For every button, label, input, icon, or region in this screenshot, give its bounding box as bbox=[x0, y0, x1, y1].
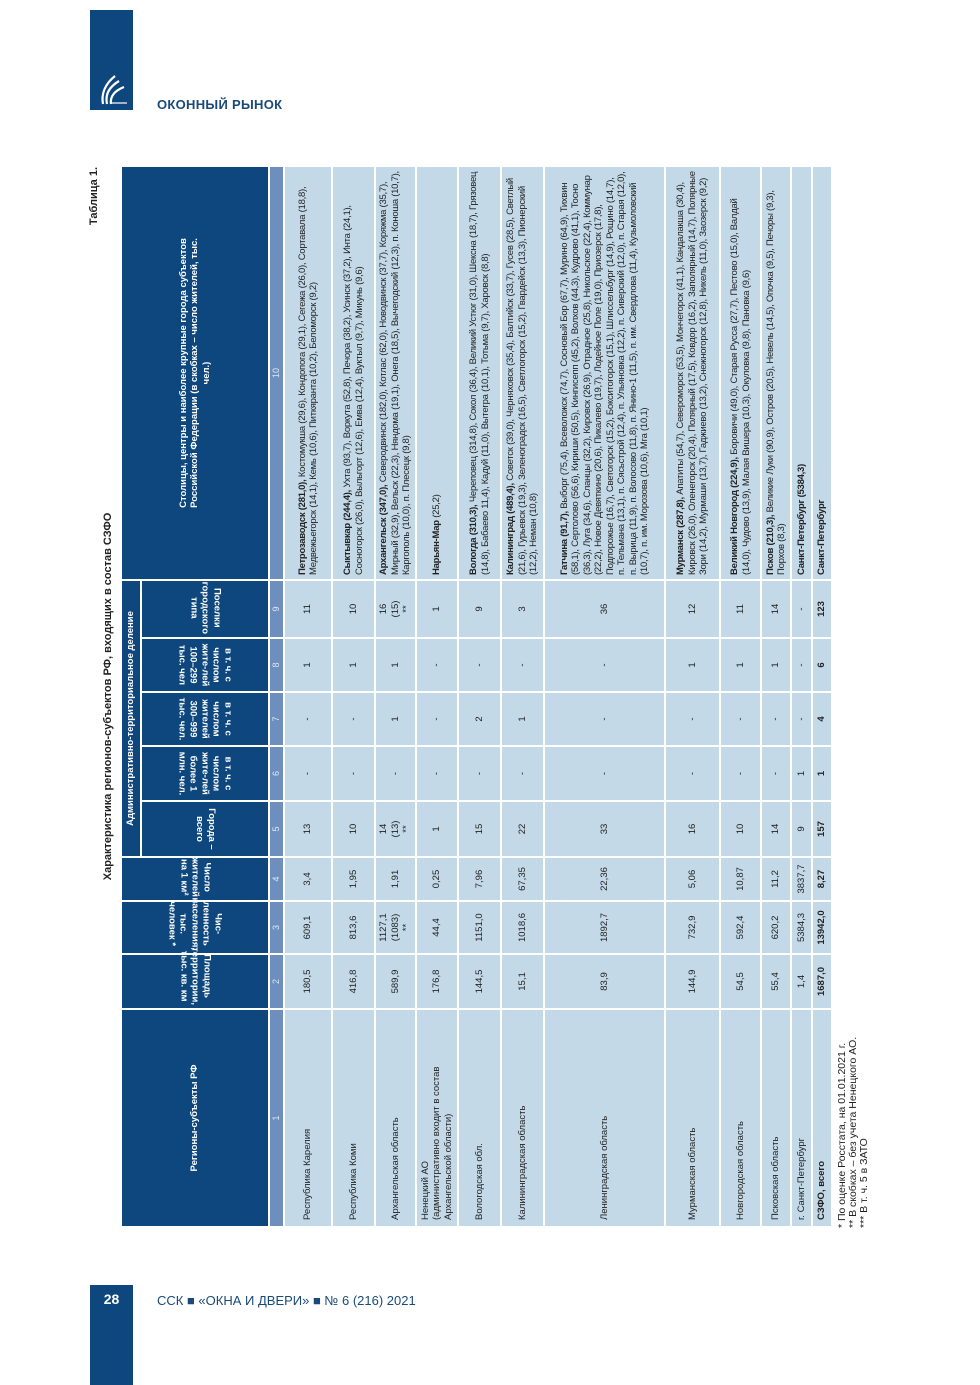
other-cities: Великие Луки (90,9), Остров (20,5), Невель (14,5), Опочка (9,5), Печоры (9,3), Порхов (8,3) bbox=[764, 190, 787, 575]
other-cities: Советск (39,0), Черняховск (35,4), Балтийск (33,7), Гусев (28,5), Светлый (21,6), Гурьевск (19,3), Зеленоградск (16,5), Светлогорск (15,2), Гвардейск (13,3), Пионерский (12,2), Неман (10,8) bbox=[505, 178, 540, 575]
value-cell: 11 bbox=[720, 580, 761, 638]
region-name: Республика Карелия bbox=[284, 1009, 332, 1227]
value-cell: 3 bbox=[501, 580, 544, 638]
table-row bbox=[458, 166, 501, 1227]
value-cell: - bbox=[332, 746, 375, 801]
value-cell: 22,36 bbox=[544, 857, 665, 901]
value-cell: 36 bbox=[544, 580, 665, 638]
value-cell: 2 bbox=[458, 692, 501, 746]
value-cell: 1687,0 bbox=[812, 954, 832, 1009]
column-number: 8 bbox=[269, 638, 284, 692]
section-title: ОКОННЫЙ РЫНОК bbox=[157, 97, 283, 112]
value-cell: 1 bbox=[501, 692, 544, 746]
value-cell: 11 bbox=[284, 580, 332, 638]
footnote: * По оценке Росстата, на 01.01.2021 г. bbox=[836, 1042, 848, 1228]
value-cell: 180,5 bbox=[284, 954, 332, 1009]
regions-table bbox=[120, 165, 833, 1228]
value-cell: 9 bbox=[458, 580, 501, 638]
header-cities-300k: в т. ч. с числом жителей 300–999 тыс. чел. bbox=[141, 692, 269, 746]
value-cell: - bbox=[544, 692, 665, 746]
value-cell: - bbox=[791, 580, 812, 638]
column-number: 10 bbox=[269, 166, 284, 580]
value-cell: 1 bbox=[791, 746, 812, 801]
other-cities: Ухта (93,7), Воркута (52,8), Печора (38,2), Усинск (37,2), Инта (24,1), Сосногорск (26,0), Выльгорт (12,6), Емва (12,4), Вуктыл (9,7), Микунь (9,6) bbox=[342, 205, 365, 575]
value-cell: 416,8 bbox=[332, 954, 375, 1009]
value-cell: 732,9 bbox=[665, 901, 720, 954]
region-name: Вологодская обл. bbox=[458, 1009, 501, 1227]
table-row bbox=[791, 166, 812, 1227]
value-cell: - bbox=[284, 692, 332, 746]
value-cell: 609,1 bbox=[284, 901, 332, 954]
value-cell: 12 bbox=[665, 580, 720, 638]
value-cell: 16 (15) ** bbox=[375, 580, 416, 638]
value-cell: - bbox=[720, 692, 761, 746]
value-cell: 589,9 bbox=[375, 954, 416, 1009]
other-cities: (25,2) bbox=[431, 494, 443, 521]
capital-city: Санкт-Петербург (5384,3) bbox=[795, 464, 807, 575]
value-cell: 1 bbox=[416, 801, 458, 857]
table-row bbox=[501, 166, 544, 1227]
table-number: Таблица 1. bbox=[88, 167, 100, 226]
cities-cell bbox=[544, 166, 665, 580]
cities-cell bbox=[284, 166, 332, 580]
value-cell: 5384,3 bbox=[791, 901, 812, 954]
value-cell: 1 bbox=[416, 580, 458, 638]
value-cell: 813,6 bbox=[332, 901, 375, 954]
cities-cell bbox=[761, 166, 791, 580]
capital-city: Сыктывкар (244,4), bbox=[342, 489, 353, 575]
table-caption: Характеристика регионов-субъектов РФ, входящих в состав СЗФО bbox=[102, 512, 114, 881]
value-cell: 1 bbox=[375, 692, 416, 746]
header-area: Площадь территории, тыс. кв. км bbox=[121, 954, 269, 1009]
value-cell: 54,5 bbox=[720, 954, 761, 1009]
value-cell: - bbox=[416, 746, 458, 801]
header-cities-100k: в т. ч. с числом жите-лей 100–299 тыс. чел bbox=[141, 638, 269, 692]
value-cell: 8,27 bbox=[812, 857, 832, 901]
value-cell: 55,4 bbox=[761, 954, 791, 1009]
table-row bbox=[544, 166, 665, 1227]
column-number: 2 bbox=[269, 954, 284, 1009]
magazine-logo-icon bbox=[97, 68, 129, 106]
value-cell: - bbox=[501, 638, 544, 692]
value-cell: 3837,7 bbox=[791, 857, 812, 901]
value-cell: 10 bbox=[332, 801, 375, 857]
header-cities-total: Города – всего bbox=[141, 801, 269, 857]
cities-cell bbox=[458, 166, 501, 580]
cities-cell bbox=[332, 166, 375, 580]
value-cell: - bbox=[501, 746, 544, 801]
value-cell: - bbox=[332, 692, 375, 746]
other-cities: Выборг (75,4), Всеволожск (74,7), Сосновый Бор (67,7), Мурино (64,9), Тихвин (58,1), Сертолово (56,6), Кириши (50,5), Кингисепп (45,2), Волхов (44,3), Кудрово (41,1), Тосно (36,3), Луга (34,6), Сланцы (32,2), Кировск (26,9), Отрадное (25,8), Никольское (22,4), Коммунар (22,2), Новое Девяткино (20,6), Пикалево (19,7), Лодейное Поле (19,0), Приозерск (17,8), Подпорожье (16,7), Светогорск (15,2), Бокситогорск (15,1), Шлиссельбург (14,9), Рощино (14,7), п. Тельмана (13,1), п. Сясьстрой (12,4), п. Ульяновка (12,2), п. Сиверский (12,0), п. Старая (12,0), п. Вырица (11,9), п. Волосово (11,8), п. Янино-1 (11,5), п. им. Свердлова (11,4), Кузьмоловский (10,7), п. им. Морозова (10,6), Мга (10,1) bbox=[558, 171, 650, 575]
region-name: Республика Коми bbox=[332, 1009, 375, 1227]
value-cell: 1 bbox=[720, 638, 761, 692]
cities-cell bbox=[720, 166, 761, 580]
value-cell: - bbox=[416, 692, 458, 746]
footnote: *** В т. ч. 5 в ЗАТО bbox=[858, 1138, 870, 1228]
value-cell: - bbox=[791, 638, 812, 692]
value-cell: 144,9 bbox=[665, 954, 720, 1009]
value-cell: 1,95 bbox=[332, 857, 375, 901]
value-cell: - bbox=[665, 692, 720, 746]
value-cell: 67,35 bbox=[501, 857, 544, 901]
value-cell: 6 bbox=[812, 638, 832, 692]
cities-cell bbox=[416, 166, 458, 580]
value-cell: 83,9 bbox=[544, 954, 665, 1009]
header-density: Число жителей на 1 км² bbox=[121, 857, 269, 901]
value-cell: - bbox=[665, 746, 720, 801]
cities-cell bbox=[665, 166, 720, 580]
value-cell: - bbox=[761, 692, 791, 746]
capital-city: Петрозаводск (281,0), bbox=[296, 479, 308, 575]
value-cell: 4 bbox=[812, 692, 832, 746]
value-cell: 7,96 bbox=[458, 857, 501, 901]
value-cell: 9 bbox=[791, 801, 812, 857]
region-name: Ненецкий АО (административно входит в состав Архангельской области) bbox=[416, 1009, 458, 1227]
footer-publication: ССК ■ «ОКНА И ДВЕРИ» ■ № 6 (216) 2021 bbox=[157, 1293, 416, 1308]
footnote: ** В скобках – без учета Ненецкого АО. bbox=[847, 1036, 859, 1228]
value-cell: 10,87 bbox=[720, 857, 761, 901]
value-cell: - bbox=[544, 746, 665, 801]
value-cell: 1 bbox=[665, 638, 720, 692]
value-cell: 10 bbox=[720, 801, 761, 857]
region-name: Калининградская область bbox=[501, 1009, 544, 1227]
value-cell: 1,91 bbox=[375, 857, 416, 901]
capital-city: Архангельск (347,0), bbox=[378, 484, 390, 575]
value-cell: 5,06 bbox=[665, 857, 720, 901]
value-cell: 1,4 bbox=[791, 954, 812, 1009]
column-number: 5 bbox=[269, 801, 284, 857]
other-cities: Северодвинск (182,0), Котлас (62,0), Новодвинск (37,7), Коряжма (35,7), Мирный (32,9), Вельск (22,3), Няндома (19,1), Онега (18,5), Вычегодский (12,3), п. Коноша (10,7), Каргополь (10,0), п. Плесецк (9,8) bbox=[378, 171, 413, 575]
value-cell: - bbox=[761, 746, 791, 801]
value-cell: 592,4 bbox=[720, 901, 761, 954]
value-cell: 14 bbox=[761, 580, 791, 638]
capital-city: Вологда (310,3), bbox=[468, 504, 479, 575]
region-name: Псковская область bbox=[761, 1009, 791, 1227]
other-cities: Череповец (314,8), Сокол (36,4), Великий Устюг (31,0), Шексна (18,7), Грязовец (14,8), Бабаево 11,4), Кадуй (11,0), Вытегра (10,1), Тотьма (9,7), Харовск (8,8) bbox=[468, 171, 491, 575]
value-cell: 123 bbox=[812, 580, 832, 638]
value-cell: 14 bbox=[761, 801, 791, 857]
capital-city: Псков (210,3), bbox=[764, 514, 776, 575]
value-cell: 11,2 bbox=[761, 857, 791, 901]
table-row bbox=[720, 166, 761, 1227]
value-cell: - bbox=[791, 692, 812, 746]
table-row bbox=[375, 166, 416, 1227]
header-cities-1m: в т. ч. с числом жите-лей более 1 млн. чел. bbox=[141, 746, 269, 801]
header-admin-division: Административно-территориальное деление bbox=[121, 580, 141, 857]
table-row bbox=[761, 166, 791, 1227]
value-cell: - bbox=[458, 746, 501, 801]
value-cell: 620,2 bbox=[761, 901, 791, 954]
value-cell: 144,5 bbox=[458, 954, 501, 1009]
capital-city: Мурманск (287,8), bbox=[675, 497, 687, 575]
column-number: 3 bbox=[269, 901, 284, 954]
table-row bbox=[416, 166, 458, 1227]
value-cell: 157 bbox=[812, 801, 832, 857]
value-cell: 176,8 bbox=[416, 954, 458, 1009]
capital-city: Санкт-Петербург bbox=[816, 499, 828, 575]
capital-city: Гатчина (91,7), bbox=[558, 511, 570, 575]
value-cell: 1127,1 (1083) ** bbox=[375, 901, 416, 954]
column-number: 9 bbox=[269, 580, 284, 638]
capital-city: Калининград (489,4), bbox=[505, 483, 517, 575]
value-cell: 0,25 bbox=[416, 857, 458, 901]
value-cell: 44,4 bbox=[416, 901, 458, 954]
table-row bbox=[665, 166, 720, 1227]
capital-city: Нарьян-Мар bbox=[431, 520, 443, 575]
cities-cell bbox=[375, 166, 416, 580]
value-cell: 1 bbox=[375, 638, 416, 692]
region-name: г. Санкт-Петербург bbox=[791, 1009, 812, 1227]
region-name: Ленинградская область bbox=[544, 1009, 665, 1227]
region-name: СЗФО, всего bbox=[812, 1009, 832, 1227]
cities-cell bbox=[791, 166, 812, 580]
footnotes bbox=[837, 165, 870, 1228]
value-cell: - bbox=[544, 638, 665, 692]
value-cell: 16 bbox=[665, 801, 720, 857]
region-name: Новгородская область bbox=[720, 1009, 761, 1227]
value-cell: - bbox=[720, 746, 761, 801]
region-name: Архангельская область bbox=[375, 1009, 416, 1227]
column-number: 4 bbox=[269, 857, 284, 901]
value-cell: - bbox=[416, 638, 458, 692]
table-row bbox=[332, 166, 375, 1227]
rotated-table-block bbox=[85, 165, 905, 1228]
value-cell: 13 bbox=[284, 801, 332, 857]
capital-city: Великий Новгород (224,9), bbox=[729, 457, 740, 575]
value-cell: 1 bbox=[761, 638, 791, 692]
table-row bbox=[284, 166, 332, 1227]
value-cell: 13942,0 bbox=[812, 901, 832, 954]
value-cell: - bbox=[458, 638, 501, 692]
value-cell: 15 bbox=[458, 801, 501, 857]
value-cell: 1 bbox=[812, 746, 832, 801]
value-cell: 1 bbox=[284, 638, 332, 692]
header-regions: Регионы-субъекты РФ bbox=[121, 1009, 269, 1227]
value-cell: 1151,0 bbox=[458, 901, 501, 954]
column-number: 1 bbox=[269, 1009, 284, 1227]
value-cell: 1018,6 bbox=[501, 901, 544, 954]
value-cell: 22 bbox=[501, 801, 544, 857]
cities-cell bbox=[501, 166, 544, 580]
other-cities: Апатиты (54,7), Североморск (53,5), Мончегорск (41,1), Кандалакша (30,4), Кировск (26,0), Оленегорск (20,4), Полярный (17,5), Ковдор (16,2), Заполярный (14,7), Полярные Зори (14,2), Мурмаши (13,7), Гаджиево (13,2), Снежногорск (12,8), Никель (11,0), Заозерск (9,2) bbox=[675, 171, 710, 575]
value-cell: - bbox=[375, 746, 416, 801]
page-number: 28 bbox=[103, 1291, 120, 1307]
table-row bbox=[812, 166, 832, 1227]
column-numbers-row bbox=[269, 166, 284, 1227]
other-cities: Костомукша (29,6), Кондопога (29,1), Сегежа (26,0), Сортавала (18,8), Медвежьегорск (14,1), Кемь (10,6), Питкяранта (10,2), Беломорск (9,2) bbox=[296, 186, 319, 575]
other-cities: Боровичи (49,0), Старая Русса (27,7), Пестово (15,0), Валдай (14,0), Чудово (13,9), Малая Вишера (10,3), Окуловка (9,8), Пановка (9,6) bbox=[729, 198, 752, 575]
value-cell: 33 bbox=[544, 801, 665, 857]
column-number: 7 bbox=[269, 692, 284, 746]
value-cell: 3,4 bbox=[284, 857, 332, 901]
value-cell: 10 bbox=[332, 580, 375, 638]
cities-cell bbox=[812, 166, 832, 580]
value-cell: 1892,7 bbox=[544, 901, 665, 954]
value-cell: 1 bbox=[332, 638, 375, 692]
value-cell: - bbox=[284, 746, 332, 801]
column-number: 6 bbox=[269, 746, 284, 801]
value-cell: 14 (13) ** bbox=[375, 801, 416, 857]
header-population: Чис-ленность населения, тыс. человек * bbox=[121, 901, 269, 954]
value-cell: 15,1 bbox=[501, 954, 544, 1009]
header-cities: Столицы, центры и наиболее крупные города субъектов Российской Федерации (в скобках – число жителей, тыс. чел.) bbox=[121, 166, 269, 580]
region-name: Мурманская область bbox=[665, 1009, 720, 1227]
header-settlements: Поселки городского типа bbox=[141, 580, 269, 638]
